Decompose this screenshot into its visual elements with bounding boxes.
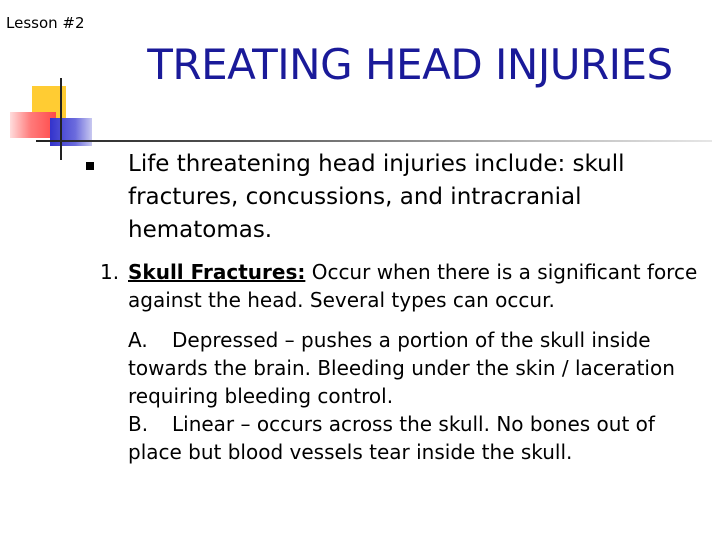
sub-item-list [128,326,708,466]
sub-item-label: B. [128,412,149,436]
numbered-heading: Skull Fractures: [128,260,306,284]
sub-item-b [128,410,708,466]
sub-item-text: Depressed – pushes a portion of the skull inside towards the brain. Bleeding under the skin / laceration requiring bleeding control. [128,328,675,408]
square-bullet-icon [86,162,94,170]
bullet-text: Life threatening head injuries include: skull fractures, concussions, and intracranial hematomas. [128,151,625,243]
sub-item-a [128,326,708,410]
numbered-label: 1. [100,260,120,284]
sub-item-label: A. [128,328,148,352]
sub-item-text: Linear – occurs across the skull. No bones out of place but blood vessels tear inside the skull. [128,412,655,464]
lesson-tag: Lesson #2 [6,14,85,32]
numbered-item [128,258,708,314]
slide-title: TREATING HEAD INJURIES [147,40,673,89]
numbered-text: Occur when there is a significant force against the head. Several types can occur. [128,260,698,312]
